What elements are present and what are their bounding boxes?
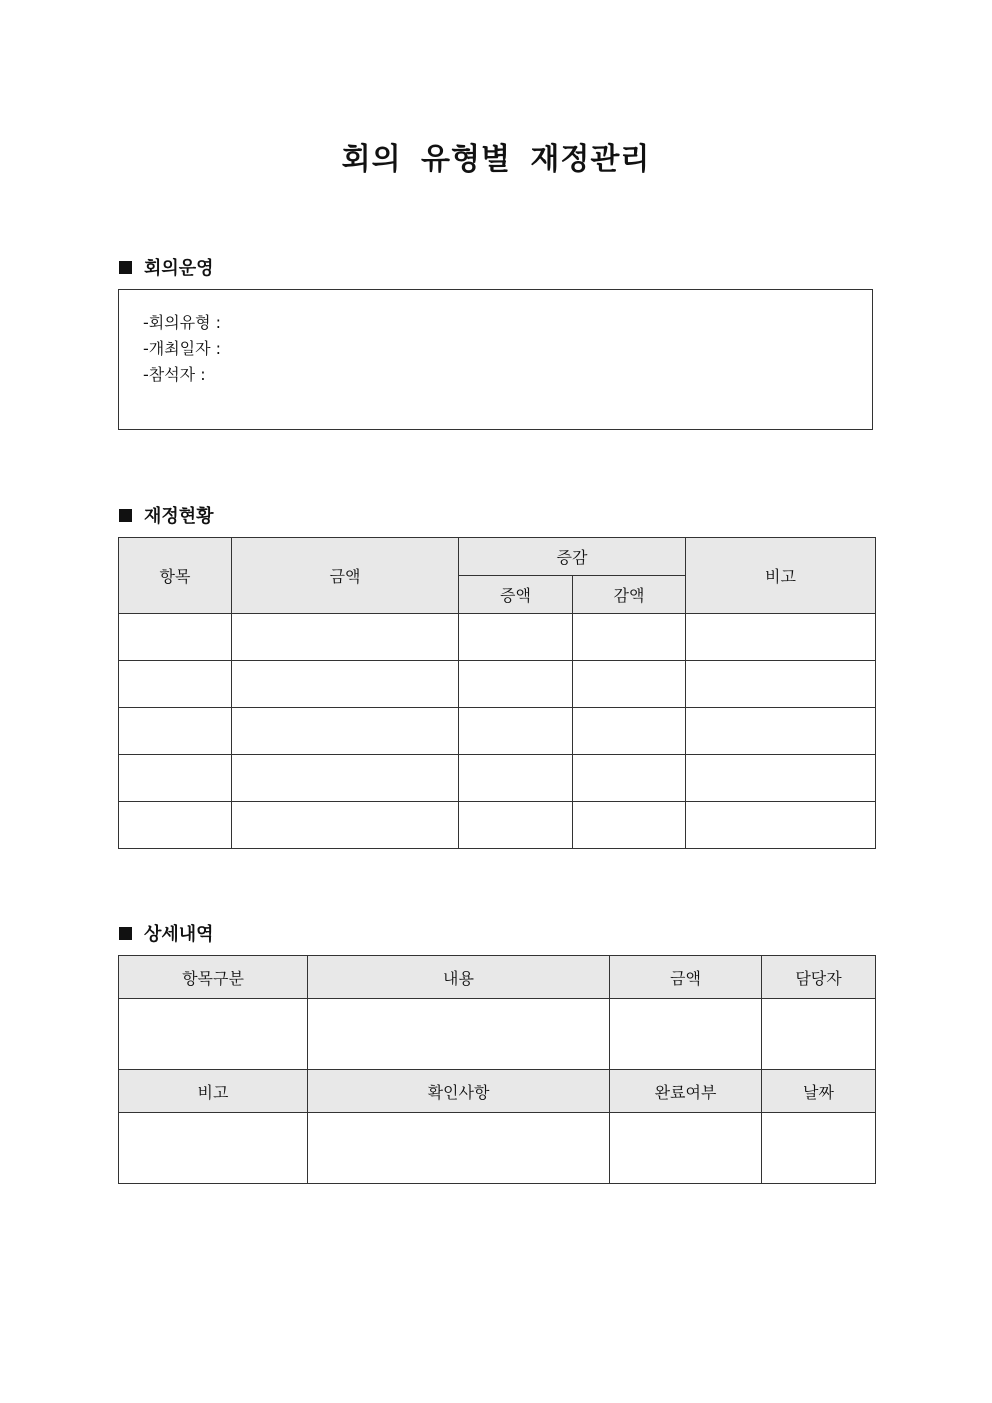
table-cell[interactable] (232, 802, 459, 849)
table-cell[interactable] (232, 708, 459, 755)
header-date: 날짜 (762, 1070, 876, 1113)
table-cell[interactable] (610, 1113, 762, 1184)
header-manager: 담당자 (762, 956, 876, 999)
table-row (119, 614, 876, 661)
table-cell[interactable] (459, 661, 573, 708)
table-cell[interactable] (119, 708, 232, 755)
header-completion: 완료여부 (610, 1070, 762, 1113)
table-cell[interactable] (686, 802, 876, 849)
table-cell[interactable] (459, 755, 573, 802)
header-note: 비고 (686, 538, 876, 614)
table-cell[interactable] (119, 802, 232, 849)
page-title: 회의 유형별 재정관리 (341, 142, 651, 177)
meeting-info-box (118, 289, 873, 430)
table-row (119, 755, 876, 802)
table-cell[interactable] (232, 614, 459, 661)
finance-table (118, 537, 876, 849)
table-cell[interactable] (119, 661, 232, 708)
attendees-line[interactable]: -참석자 : (143, 365, 206, 384)
header-note: 비고 (119, 1070, 308, 1113)
table-cell[interactable] (686, 708, 876, 755)
table-cell[interactable] (119, 755, 232, 802)
table-cell[interactable] (232, 755, 459, 802)
header-increase: 증액 (459, 576, 573, 614)
header-item-category: 항목구분 (119, 956, 308, 999)
header-amount: 금액 (232, 538, 459, 614)
section-heading-finance (119, 502, 214, 528)
section-heading-label: 회의운영 (144, 258, 214, 279)
table-cell[interactable] (573, 708, 686, 755)
header-content: 내용 (308, 956, 610, 999)
table-cell[interactable] (573, 755, 686, 802)
table-cell[interactable] (610, 999, 762, 1070)
table-cell[interactable] (308, 999, 610, 1070)
table-cell[interactable] (459, 708, 573, 755)
header-amount: 금액 (610, 956, 762, 999)
table-cell[interactable] (459, 614, 573, 661)
table-cell[interactable] (119, 614, 232, 661)
header-decrease: 감액 (573, 576, 686, 614)
table-cell[interactable] (119, 1113, 308, 1184)
section-heading-label: 재정현황 (144, 506, 214, 527)
section-heading-meeting (119, 254, 214, 280)
table-row (119, 708, 876, 755)
meeting-type-line[interactable]: -회의유형 : (143, 313, 222, 332)
table-cell[interactable] (686, 661, 876, 708)
table-cell[interactable] (459, 802, 573, 849)
table-cell[interactable] (308, 1113, 610, 1184)
table-cell[interactable] (119, 999, 308, 1070)
table-cell[interactable] (573, 802, 686, 849)
table-row (119, 802, 876, 849)
table-row (119, 1113, 876, 1184)
table-cell[interactable] (232, 661, 459, 708)
table-cell[interactable] (686, 755, 876, 802)
square-bullet-icon (119, 927, 132, 940)
table-row (119, 999, 876, 1070)
table-row (119, 661, 876, 708)
meeting-date-line[interactable]: -개최일자 : (143, 339, 222, 358)
table-cell[interactable] (573, 661, 686, 708)
square-bullet-icon (119, 509, 132, 522)
header-change: 증감 (459, 538, 686, 576)
table-cell[interactable] (762, 999, 876, 1070)
header-item: 항목 (119, 538, 232, 614)
details-table (118, 955, 876, 1184)
table-cell[interactable] (762, 1113, 876, 1184)
header-confirmation: 확인사항 (308, 1070, 610, 1113)
square-bullet-icon (119, 261, 132, 274)
section-heading-details (119, 920, 214, 946)
table-cell[interactable] (686, 614, 876, 661)
section-heading-label: 상세내역 (144, 924, 214, 945)
table-cell[interactable] (573, 614, 686, 661)
